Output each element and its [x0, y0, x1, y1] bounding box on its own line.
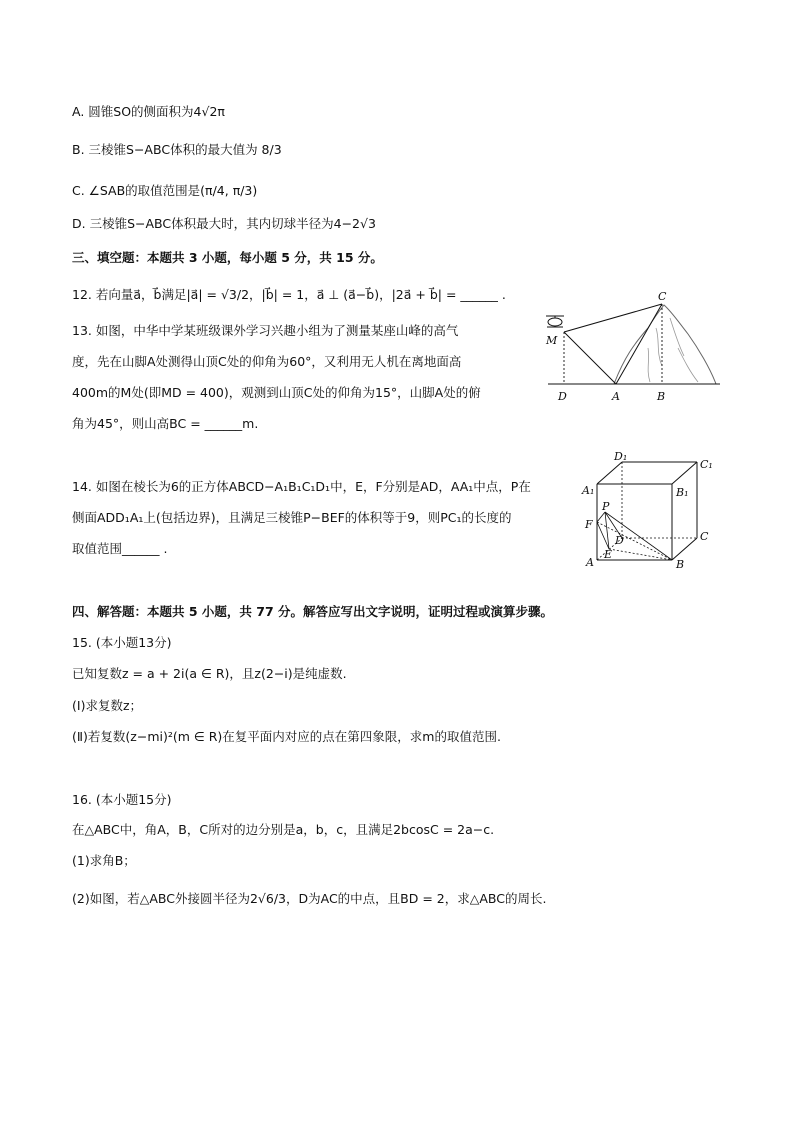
figure-13-mountain [538, 288, 728, 406]
label-D: D [558, 390, 567, 403]
label-P: P [602, 500, 610, 513]
label-E: E [604, 548, 613, 561]
question-13-line2: 度，先在山脚A处测得山顶C处的仰角为60°，又利用无人机在离地面高 [72, 354, 462, 369]
option-a: A. 圆锥SO的侧面积为4√2π [72, 104, 225, 119]
label-B: B [657, 390, 666, 403]
question-13-line3: 400m的M处(即MD = 400)，观测到山顶C处的仰角为15°，山脚A处的俯 [72, 385, 481, 400]
question-12: 12. 若向量a⃗，b⃗满足|a⃗| = √3/2，|b⃗| = 1，a⃗ ⊥ (a⃗−b⃗)，|2a⃗ + b⃗| = ______ . [72, 287, 506, 302]
label-C: C [700, 530, 709, 543]
option-b: B. 三棱锥S−ABC体积的最大值为 8/3 [72, 142, 282, 157]
figure-14-cube [580, 452, 720, 572]
question-16-part1: (1)求角B； [72, 853, 136, 868]
label-D: D [615, 534, 624, 547]
label-A1: A₁ [582, 484, 595, 497]
question-13-line1: 13. 如图，中华中学某班级课外学习兴趣小组为了测量某座山峰的高气 [72, 323, 459, 338]
section3-heading: 三、填空题：本题共 3 小题，每小题 5 分，共 15 分。 [72, 250, 383, 265]
question-15-title: 15. (本小题13分) [72, 635, 172, 650]
label-D1: D₁ [614, 452, 628, 463]
label-C: C [658, 290, 667, 303]
question-16-title: 16. (本小题15分) [72, 792, 172, 807]
question-13-line4: 角为45°，则山高BC = ______m. [72, 416, 259, 431]
drone-icon [546, 316, 564, 327]
label-A: A [612, 390, 620, 403]
label-C1: C₁ [700, 458, 713, 471]
label-B1: B₁ [676, 486, 689, 499]
label-F: F [585, 518, 593, 531]
question-16-stem: 在△ABC中，角A，B，C所对的边分别是a，b，c，且满足2bcosC = 2a−c. [72, 822, 495, 837]
section4-heading: 四、解答题：本题共 5 小题，共 77 分。解答应写出文字说明，证明过程或演算步骤。 [72, 604, 554, 619]
question-14-line2: 侧面ADD₁A₁上(包括边界)，且满足三棱锥P−BEF的体积等于9，则PC₁的长度的 [72, 510, 512, 525]
option-d: D. 三棱锥S−ABC体积最大时，其内切球半径为4−2√3 [72, 216, 376, 231]
question-14-line3: 取值范围______ . [72, 541, 168, 556]
label-B: B [676, 558, 685, 571]
question-15-part1: (Ⅰ)求复数z； [72, 698, 143, 713]
option-c: C. ∠SAB的取值范围是(π/4, π/3) [72, 183, 258, 198]
label-A: A [586, 556, 594, 569]
question-16-part2: (2)如图，若△ABC外接圆半径为2√6/3，D为AC的中点，且BD = 2，求△ABC的周长. [72, 891, 547, 906]
question-15-stem: 已知复数z = a + 2i(a ∈ R)，且z(2−i)是纯虚数. [72, 666, 347, 681]
question-15-part2: (Ⅱ)若复数(z−mi)²(m ∈ R)在复平面内对应的点在第四象限，求m的取值范围. [72, 729, 501, 744]
label-M: M [546, 334, 558, 347]
question-14-line1: 14. 如图在棱长为6的正方体ABCD−A₁B₁C₁D₁中，E，F分别是AD，AA₁中点，P在 [72, 479, 531, 494]
